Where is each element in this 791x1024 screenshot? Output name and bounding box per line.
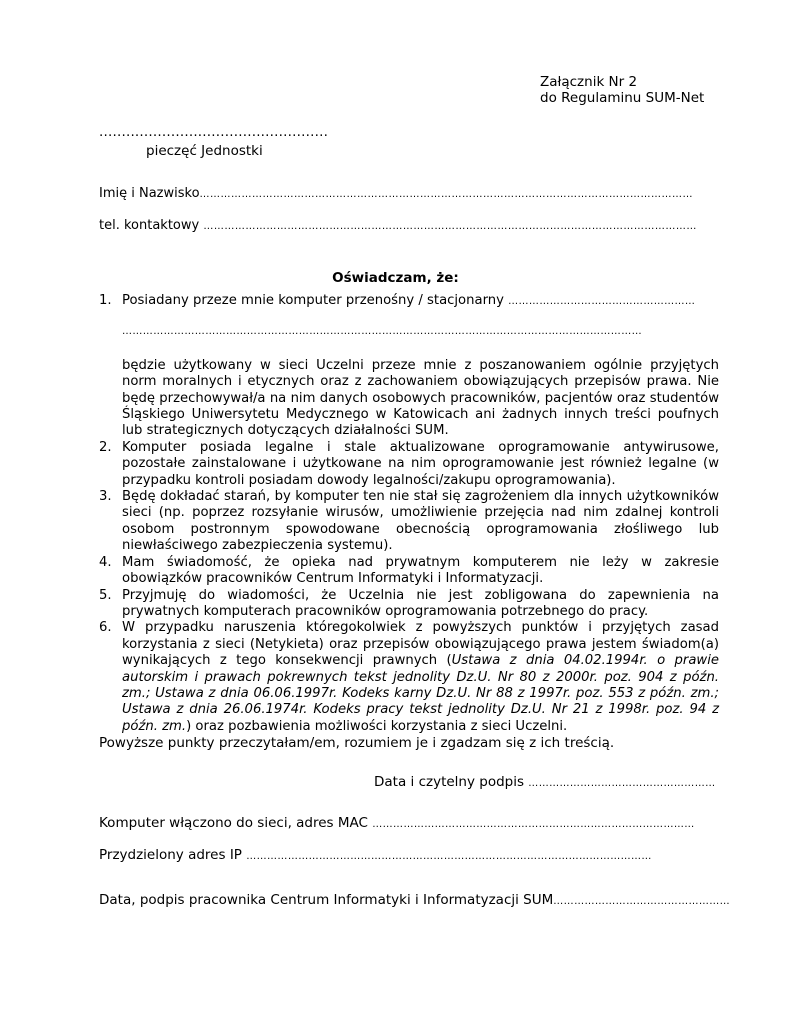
- list-item: [99, 440, 719, 489]
- signature-dots: ………………………………………………: [528, 778, 716, 789]
- list-item: [99, 489, 719, 555]
- item-number: 3.: [99, 489, 112, 505]
- signature-label: Data i czytelny podpis: [374, 774, 529, 790]
- item-1-dotted-line: ……………………………………………………………………………………………………………………………………: [122, 326, 642, 338]
- acknowledgement-text: Powyższe punkty przeczytałam/em, rozumiem je i zgadzam się z ich treścią.: [99, 735, 615, 751]
- mac-label: Komputer włączono do sieci, adres MAC: [99, 815, 373, 831]
- attachment-regulation: do Regulaminu SUM-Net: [540, 90, 705, 106]
- item-6-legal-references: Ustawa z dnia 04.02.1994r. o prawie autorskim i prawach pokrewnych tekst jednolity Dz.U. Nr 80 z 2000r. poz. 904 z późn. zm.; Ustawa z dnia 06.06.1997r. Kodeks karny Dz.U. Nr 88 z 1997r. poz. 553 z późn. zm.; Ustawa z dnia 26.06.1974r. Kodeks pracy tekst jednolity Dz.U. Nr 21 z 1998r. poz. 94 z późn. zm.: [122, 653, 719, 734]
- list-item: [99, 293, 719, 440]
- item-1-computer-type: Posiadany przeze mnie komputer przenośny / stacjonarny: [122, 293, 509, 308]
- list-item: [99, 620, 719, 735]
- signature-field: [374, 774, 716, 790]
- name-label: Imię i Nazwisko: [99, 186, 200, 201]
- mac-address-field: [99, 815, 695, 831]
- list-item: [99, 555, 719, 588]
- phone-label: tel. kontaktowy: [99, 218, 204, 233]
- name-dots: ……………………………………………………………………………………………………………………………: [199, 189, 694, 200]
- declaration-heading: Oświadczam, że:: [332, 270, 459, 286]
- item-number: 2.: [99, 439, 112, 455]
- stamp-dotted-line: ...................................................: [99, 124, 329, 140]
- item-6-text-after: ) oraz pozbawienia możliwości korzystania z sieci Uczelni.: [186, 718, 568, 734]
- item-6-text-before: W przypadku naruszenia któregokolwiek z powyższych punktów i przyjętych zasad korzystania z sieci (Netykieta) oraz przepisów obowiązującego prawa jestem świadom(a) wynikających z tego konsekwencji prawnych (: [122, 620, 719, 669]
- name-field: [99, 186, 693, 201]
- item-number: 6.: [99, 620, 112, 636]
- attachment-number: Załącznik Nr 2: [540, 74, 638, 90]
- item-number: 5.: [99, 587, 112, 603]
- list-item: [99, 588, 719, 621]
- attachment-header: [540, 74, 704, 106]
- item-4-text: Mam świadomość, że opieka nad prywatnym komputerem nie leży w zakresie obowiązków pracowników Centrum Informatyki i Informatyzacji.: [122, 554, 719, 587]
- staff-signature-field: [99, 892, 730, 908]
- item-6-text: [122, 620, 719, 735]
- item-1-text: będzie użytkowany w sieci Uczelni przeze mnie z poszanowaniem ogólnie przyjętych norm moralnych i etycznych oraz z zachowaniem obowiązujących przepisów prawa. Nie będę przechowywał/a na nim danych osobowych pracowników, pacjentów oraz studentów Śląskiego Uniwersytetu Medycznego w Katowicach ani żadnych innych treści poufnych lub strategicznych dotyczących działalności SUM.: [122, 357, 719, 439]
- ip-label: Przydzielony adres IP: [99, 847, 247, 863]
- stamp-label: pieczęć Jednostki: [146, 143, 263, 159]
- declaration-list: [99, 293, 719, 735]
- mac-dots: …………………………………………………………………………………: [372, 819, 695, 830]
- item-number: 4.: [99, 554, 112, 570]
- staff-label: Data, podpis pracownika Centrum Informatyki i Informatyzacji SUM: [99, 892, 554, 908]
- item-1-dots: ………………………………………………: [508, 296, 696, 307]
- ip-address-field: [99, 847, 652, 863]
- staff-dots: ……………………………………………: [553, 896, 731, 907]
- ip-dots: ………………………………………………………………………………………………………: [246, 851, 652, 862]
- item-number: 1.: [99, 293, 112, 308]
- phone-dots: ……………………………………………………………………………………………………………………………: [203, 221, 697, 232]
- item-1-first-line: [122, 293, 719, 310]
- item-5-text: Przyjmuję do wiadomości, że Uczelnia nie jest zobligowana do zapewnienia na prywatnych komputerach pracowników oprogramowania potrzebnego do pracy.: [122, 587, 719, 619]
- phone-field: [99, 218, 697, 233]
- item-3-text: Będę dokładać starań, by komputer ten nie stał się zagrożeniem dla innych użytkowników sieci (np. poprzez rozsyłanie wirusów, umożliwienie przejęcia nad nim zdalnej kontroli osobom postronnym spowodowane obecnością oprogramowania złośliwego lub niewłaściwego zabezpieczenia systemu).: [122, 489, 719, 554]
- item-2-text: Komputer posiada legalne i stale aktualizowane oprogramowanie antywirusowe, pozostałe zainstalowane i użytkowane na nim oprogramowanie jest również legalne (w przypadku kontroli posiadam dowody legalności/zakupu oprogramowania).: [122, 439, 719, 488]
